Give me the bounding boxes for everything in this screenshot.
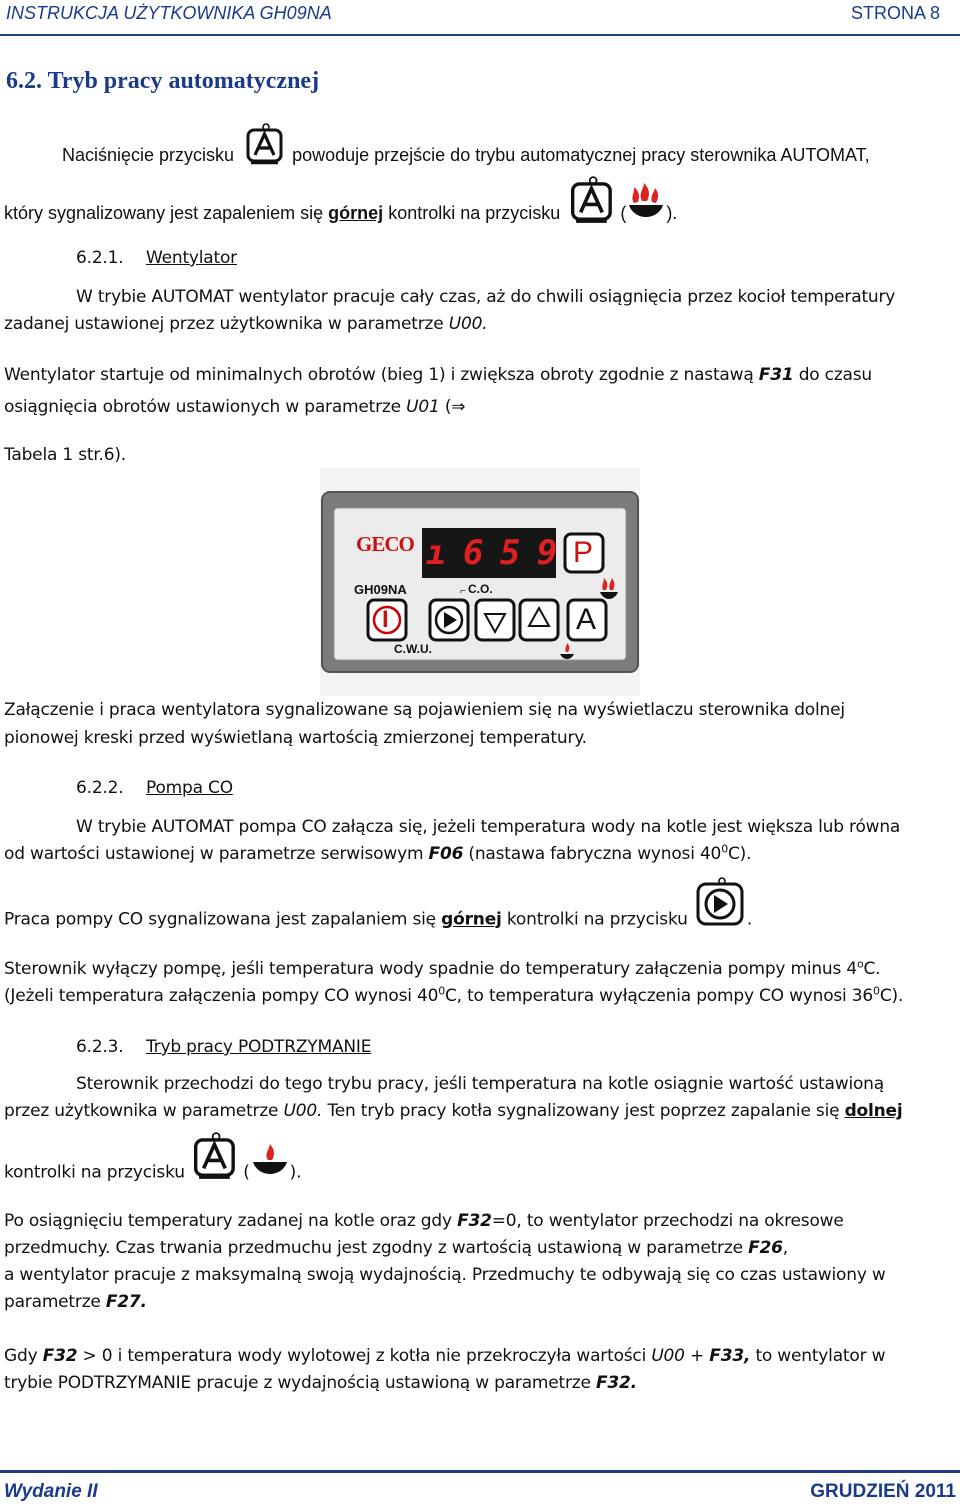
footer-date: GRUDZIEŃ 2011 bbox=[810, 1481, 956, 1502]
s622-p2-text-d: . bbox=[746, 909, 753, 930]
s623-p1-text-f: kontrolki na przycisku bbox=[4, 1162, 185, 1183]
s623-p2-l3: a wentylator pracuje z maksymalną swoją wydajnością. Przedmuchy te odbywają się co czas ustawiony w bbox=[4, 1265, 886, 1285]
s621-p1-text: zadanej ustawionej przez użytkownika w parametrze bbox=[4, 314, 444, 334]
s622-p1-l1: W trybie AUTOMAT pompa CO załącza się, jeżeli temperatura wody na kotle jest większa lub równa bbox=[76, 817, 901, 837]
s623-p1-text-g: ( bbox=[243, 1162, 250, 1183]
intro-line-1 bbox=[62, 137, 870, 175]
intro-text-1a: Naciśnięcie przycisku bbox=[62, 144, 235, 165]
s622-p1-text-d: (nastawa fabryczna wynosi 40 bbox=[468, 844, 722, 864]
s622-p3 bbox=[4, 956, 880, 983]
s621-p2-text-c: do czasu bbox=[798, 365, 873, 385]
s623-p2-l2 bbox=[4, 1235, 788, 1262]
s622-p3-text-a: Sterownik wyłączy pompę, jeśli temperatura wody spadnie do temperatury załączenia pompy minus 4 bbox=[4, 959, 857, 979]
panel-cwu-label: C.W.U. bbox=[394, 642, 432, 656]
s623-p2-text-h: parametrze bbox=[4, 1292, 101, 1312]
s621-arrow-ref: (⇒ bbox=[444, 397, 466, 417]
s623-p3-text-g: to wentylator w bbox=[755, 1346, 886, 1366]
fan-signal-l1: Załączenie i praca wentylatora sygnalizowane są pojawieniem się na wyświetlaczu sterownika dolnej bbox=[4, 700, 845, 720]
s623-p2-text-f: , bbox=[782, 1238, 788, 1258]
s622-param-f06: F06 bbox=[428, 844, 464, 864]
flame-low-icon bbox=[250, 1138, 290, 1187]
intro-text-2d: ( bbox=[620, 202, 627, 223]
degree-sup: 0 bbox=[721, 842, 728, 856]
subsection-623-number: 6.2.3. bbox=[76, 1037, 124, 1057]
s621-p2-l3: Tabela 1 str.6). bbox=[4, 445, 127, 465]
s622-p4-text-c: C, to temperatura wyłączenia pompy CO wynosi 36 bbox=[445, 986, 874, 1006]
header-title: INSTRUKCJA UŻYTKOWNIKA GH09NA bbox=[6, 3, 332, 23]
s622-p1-l2 bbox=[4, 841, 751, 868]
s621-p1-l1: W trybie AUTOMAT wentylator pracuje cały czas, aż do chwili osiągnięcia przez kocioł temperatury bbox=[76, 287, 896, 307]
subsection-622-title: Pompa CO bbox=[146, 778, 233, 798]
s621-p1-l2 bbox=[4, 311, 487, 338]
controller-panel-illustration bbox=[320, 468, 640, 696]
svg-text:⌐: ⌐ bbox=[460, 586, 466, 597]
subsection-622-heading bbox=[76, 775, 233, 802]
s623-p2-text-d: przedmuchy. Czas trwania przedmuchu jest zgodny z wartością ustawioną w parametrze bbox=[4, 1238, 743, 1258]
s623-param-u00: U00. bbox=[283, 1101, 323, 1121]
subsection-621-title: Wentylator bbox=[146, 248, 237, 268]
s623-p1-text-h: ). bbox=[289, 1162, 302, 1183]
s622-p2-text-b: górnej bbox=[441, 909, 502, 930]
s623-p3-text-e: + bbox=[690, 1346, 705, 1366]
intro-text-2e: ). bbox=[666, 202, 678, 223]
s623-p1-l1: Sterownik przechodzi do tego trybu pracy, jeśli temperatura na kotle osiągnie wartość ustawioną bbox=[76, 1074, 884, 1094]
s622-p2-text-a: Praca pompy CO sygnalizowana jest zapalaniem się bbox=[4, 909, 436, 930]
s623-p2-l1 bbox=[4, 1208, 844, 1235]
s623-p1-l3 bbox=[4, 1154, 301, 1191]
s622-p4-text-a: (Jeżeli temperatura załączenia pompy CO wynosi 40 bbox=[4, 986, 439, 1006]
s621-p2-l1 bbox=[4, 362, 872, 389]
s623-param-f32: F32 bbox=[457, 1211, 492, 1231]
s622-p2 bbox=[4, 901, 752, 938]
auto-button-icon bbox=[569, 176, 615, 234]
s621-param-u00: U00. bbox=[448, 314, 488, 334]
degree-sup: 0 bbox=[873, 984, 880, 998]
s623-p2-l4 bbox=[4, 1289, 147, 1316]
s623-param-f33: F33, bbox=[709, 1346, 751, 1366]
s622-p1-text-f: C). bbox=[728, 844, 752, 864]
s623-p3-l1 bbox=[4, 1343, 885, 1370]
s623-p2-text-c: =0, to wentylator przechodzi na okresowe bbox=[491, 1211, 844, 1231]
s623-p1-text-b: przez użytkownika w parametrze bbox=[4, 1101, 279, 1121]
s623-p3-text-c: > 0 i temperatura wody wylotowej z kotła nie przekroczyła wartości bbox=[82, 1346, 647, 1366]
page-footer bbox=[0, 1470, 960, 1509]
s621-p2-text-d: osiągnięcia obrotów ustawionych w parametrze bbox=[4, 397, 401, 417]
intro-text-1b: powoduje przejście do trybu automatycznej pracy sterownika AUTOMAT, bbox=[292, 144, 870, 165]
subsection-623-heading bbox=[76, 1034, 371, 1061]
subsection-623-title: Tryb pracy PODTRZYMANIE bbox=[146, 1037, 372, 1057]
intro-line-2 bbox=[4, 194, 677, 234]
panel-p-key-label: P bbox=[573, 536, 594, 569]
panel-i-key-label: I bbox=[382, 606, 389, 633]
section-title: 6.2. Tryb pracy automatycznej bbox=[6, 68, 320, 94]
auto-button-icon bbox=[245, 123, 285, 175]
s621-p2-text-a: Wentylator startuje od minimalnych obrotów (bieg 1) i zwiększa obroty zgodnie z nastawą bbox=[4, 365, 754, 385]
s623-param-f26: F26 bbox=[748, 1238, 783, 1258]
s623-param-f32: F32. bbox=[596, 1373, 637, 1393]
header-page-number: STRONA 8 bbox=[850, 3, 940, 23]
subsection-621-number: 6.2.1. bbox=[76, 248, 124, 268]
s623-param-f27: F27. bbox=[105, 1292, 147, 1312]
s623-p1-l2 bbox=[4, 1098, 903, 1125]
pump-button-icon bbox=[695, 877, 747, 938]
panel-brand-logo: GECO bbox=[356, 532, 414, 556]
s622-p2-text-c: kontrolki na przycisku bbox=[506, 909, 688, 930]
s621-p2-l2 bbox=[4, 394, 465, 421]
panel-co-label: C.O. bbox=[468, 582, 493, 596]
degree-sup: 0 bbox=[438, 984, 445, 998]
s623-p2-text-a: Po osiągnięciu temperatury zadanej na kotle oraz gdy bbox=[4, 1211, 452, 1231]
s623-p3-l2 bbox=[4, 1370, 637, 1397]
fan-signal-l2: pionowej kreski przed wyświetlaną wartością zmierzonej temperatury. bbox=[4, 728, 587, 748]
intro-text-2c: kontrolki na przycisku bbox=[388, 202, 561, 223]
intro-text-2a: który sygnalizowany jest zapaleniem się bbox=[4, 202, 324, 223]
s621-param-u01: U01 bbox=[406, 397, 440, 417]
intro-text-2b: górnej bbox=[328, 202, 384, 223]
s622-p4-text-e: C). bbox=[879, 986, 904, 1006]
s623-param-f32: F32 bbox=[42, 1346, 78, 1366]
s622-p3-text-c: C. bbox=[863, 959, 881, 979]
subsection-621-heading bbox=[76, 245, 237, 272]
s623-p3-text-h: trybie PODTRZYMANIE pracuje z wydajnością ustawioną w parametrze bbox=[4, 1373, 591, 1393]
auto-button-icon bbox=[192, 1132, 238, 1191]
panel-display-readout: ı 6 5 9 bbox=[426, 533, 556, 573]
s623-param-u00: U00 bbox=[651, 1346, 685, 1366]
panel-model-label: GH09NA bbox=[354, 582, 407, 597]
s623-p3-text-a: Gdy bbox=[4, 1346, 38, 1366]
s621-param-f31: F31 bbox=[758, 365, 794, 385]
page-header bbox=[0, 0, 960, 36]
panel-a-key-label: A bbox=[576, 603, 597, 636]
s623-p1-text-d: Ten tryb pracy kotła sygnalizowany jest poprzez zapalanie się bbox=[327, 1101, 840, 1121]
degree-sup: o bbox=[856, 957, 864, 971]
s622-p1-text: od wartości ustawionej w parametrze serwisowym bbox=[4, 844, 424, 864]
footer-edition: Wydanie II bbox=[4, 1481, 98, 1502]
s623-p1-text-e: dolnej bbox=[844, 1101, 903, 1121]
subsection-622-number: 6.2.2. bbox=[76, 778, 124, 798]
flame-high-icon bbox=[626, 181, 666, 229]
s622-p4 bbox=[4, 983, 903, 1010]
